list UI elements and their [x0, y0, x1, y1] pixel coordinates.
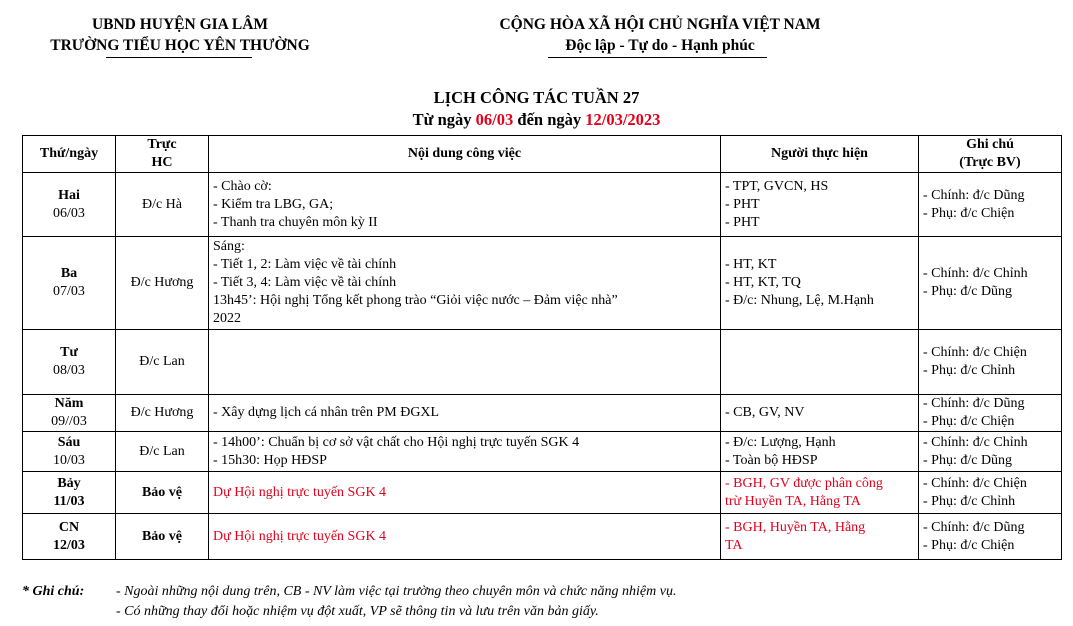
national-header: [460, 14, 860, 56]
duty-cell: Đ/c Lan: [116, 330, 209, 395]
day-cell: [23, 514, 116, 560]
day-cell: [23, 330, 116, 395]
table-row: [23, 395, 1062, 432]
content-cell: [209, 330, 721, 395]
note-cell: [919, 514, 1062, 560]
content-cell: [209, 514, 721, 560]
day-date: 12/03: [53, 537, 85, 553]
note-cell: [919, 432, 1062, 472]
table-row: [23, 432, 1062, 472]
table-row: [23, 237, 1062, 330]
note-cell: [919, 173, 1062, 237]
table-header-row: [23, 136, 1062, 173]
footnote-line: - Ngoài những nội dung trên, CB - NV làm việc tại trường theo chuyên môn và chức năng nhiệm vụ.: [116, 584, 677, 599]
day-name: CN: [58, 519, 80, 535]
content-line: - 15h30: Họp HĐSP: [213, 452, 327, 468]
note-line: - Phụ: đ/c Dũng: [923, 452, 1013, 468]
content-line: - Xây dựng lịch cá nhân trên PM ĐGXL: [213, 405, 440, 420]
day-date: 09//03: [51, 414, 87, 429]
people-line: - TPT, GVCN, HS: [725, 178, 829, 194]
day-cell: [23, 237, 116, 330]
content-line: Dự Hội nghị trực tuyến SGK 4: [213, 484, 387, 500]
day-name: Năm: [54, 396, 84, 411]
note-line: - Chính: đ/c Dũng: [923, 396, 1025, 411]
footnote-label: * Ghi chú:: [22, 584, 85, 599]
note-line: - Phụ: đ/c Chiện: [923, 205, 1015, 221]
content-line: - Chào cờ:: [213, 178, 272, 194]
people-cell: [721, 173, 919, 237]
people-cell: [721, 330, 919, 395]
content-cell: [209, 395, 721, 432]
note-cell: [919, 395, 1062, 432]
national-motto: Độc lập - Tự do - Hạnh phúc: [565, 37, 755, 54]
content-line: - Thanh tra chuyên môn kỳ II: [213, 214, 378, 230]
duty-cell: Đ/c Hương: [116, 395, 209, 432]
note-line: - Chính: đ/c Dũng: [923, 187, 1025, 203]
day-date: 11/03: [53, 493, 85, 509]
org-department: UBND HUYỆN GIA LÂM: [91, 16, 269, 33]
people-line: - PHT: [725, 196, 760, 212]
people-line: - PHT: [725, 214, 760, 230]
people-line: trừ Huyền TA, Hằng TA: [725, 493, 861, 509]
content-line: - 14h00’: Chuẩn bị cơ sở vật chất cho Hội nghị trực tuyến SGK 4: [213, 434, 580, 450]
day-cell: [23, 432, 116, 472]
date-range-middle: đến ngày: [513, 110, 586, 129]
content-line: Sáng:: [213, 239, 245, 254]
note-line: - Phụ: đ/c Chỉnh: [923, 493, 1016, 509]
note-line: - Chính: đ/c Chiện: [923, 345, 1027, 360]
column-header-duty: [116, 136, 209, 173]
date-range: [0, 110, 1073, 130]
people-cell: [721, 432, 919, 472]
content-cell: [209, 432, 721, 472]
note-line: - Chính: đ/c Chỉnh: [923, 434, 1028, 450]
note-line: - Phụ: đ/c Chỉnh: [923, 363, 1016, 378]
people-line: - HT, KT: [725, 257, 777, 272]
content-line: Dự Hội nghị trực tuyến SGK 4: [213, 528, 387, 544]
column-header-duty-line1: Trực: [147, 137, 177, 152]
column-header-note-line1: Ghi chú: [966, 137, 1014, 152]
duty-cell: Đ/c Hà: [116, 173, 209, 237]
column-header-content: Nội dung công việc: [209, 136, 721, 173]
duty-cell: Đ/c Lan: [116, 432, 209, 472]
schedule-table: [22, 135, 1062, 560]
note-line: - Chính: đ/c Chiện: [923, 475, 1027, 491]
content-cell: [209, 237, 721, 330]
note-line: - Phụ: đ/c Chiện: [923, 414, 1015, 429]
content-line: - Tiết 3, 4: Làm việc về tài chính: [213, 275, 397, 290]
note-line: - Phụ: đ/c Dũng: [923, 284, 1013, 299]
people-line: TA: [725, 537, 743, 553]
people-line: - HT, KT, TQ: [725, 275, 801, 290]
content-line: - Tiết 1, 2: Làm việc về tài chính: [213, 257, 397, 272]
day-name: Bảy: [57, 475, 81, 491]
people-line: - CB, GV, NV: [725, 405, 805, 420]
day-date: 06/03: [53, 205, 85, 221]
people-line: - Đ/c: Lượng, Hạnh: [725, 434, 836, 450]
day-name: Hai: [58, 187, 80, 203]
day-name: Ba: [60, 266, 78, 281]
column-header-people: Người thực hiện: [721, 136, 919, 173]
day-cell: [23, 173, 116, 237]
note-cell: [919, 330, 1062, 395]
content-cell: [209, 472, 721, 514]
people-line: - BGH, Huyền TA, Hằng: [725, 519, 866, 535]
org-school: TRƯỜNG TIỂU HỌC YÊN THƯỜNG: [50, 37, 310, 54]
footnote-text: [116, 582, 1016, 622]
note-cell: [919, 472, 1062, 514]
note-line: - Chính: đ/c Chỉnh: [923, 266, 1028, 281]
column-header-note: [919, 136, 1062, 173]
people-line: - Toàn bộ HĐSP: [725, 452, 818, 468]
column-header-duty-line2: HC: [151, 155, 173, 170]
note-line: - Phụ: đ/c Chiện: [923, 537, 1015, 553]
day-date: 10/03: [53, 452, 85, 468]
content-line: - Kiểm tra LBG, GA;: [213, 196, 334, 212]
table-row: [23, 472, 1062, 514]
duty-cell: Bảo vệ: [116, 472, 209, 514]
table-row: [23, 330, 1062, 395]
note-line: - Chính: đ/c Dũng: [923, 519, 1025, 535]
content-line: 13h45’: Hội nghị Tổng kết phong trào “Giỏi việc nước – Đảm việc nhà”: [213, 293, 618, 308]
column-header-day: Thứ/ngày: [23, 136, 116, 173]
people-cell: [721, 514, 919, 560]
divider-line: [548, 57, 767, 58]
people-line: - BGH, GV được phân công: [725, 475, 883, 491]
table-row: [23, 173, 1062, 237]
footnote-line: - Có những thay đổi hoặc nhiệm vụ đột xuất, VP sẽ thông tin và lưu trên văn bản giấy.: [116, 604, 599, 619]
duty-cell: Bảo vệ: [116, 514, 209, 560]
divider-line: [106, 57, 252, 58]
day-name: Sáu: [57, 434, 81, 450]
day-name: Tư: [60, 345, 78, 360]
people-line: - Đ/c: Nhung, Lệ, M.Hạnh: [725, 293, 874, 308]
day-date: 07/03: [53, 284, 85, 299]
note-cell: [919, 237, 1062, 330]
people-cell: [721, 395, 919, 432]
day-cell: [23, 472, 116, 514]
day-date: 08/03: [53, 363, 85, 378]
people-cell: [721, 237, 919, 330]
org-header: [20, 14, 340, 56]
people-cell: [721, 472, 919, 514]
column-header-note-line2: (Trực BV): [959, 155, 1021, 170]
page-title: LỊCH CÔNG TÁC TUẦN 27: [433, 88, 640, 107]
date-range-prefix: Từ ngày: [412, 110, 476, 129]
day-cell: [23, 395, 116, 432]
date-from: 06/03: [475, 110, 514, 129]
table-row: [23, 514, 1062, 560]
content-line: 2022: [213, 311, 241, 326]
duty-cell: Đ/c Hương: [116, 237, 209, 330]
national-title: CỘNG HÒA XÃ HỘI CHỦ NGHĨA VIỆT NAM: [499, 16, 821, 33]
date-to: 12/03/2023: [585, 110, 661, 129]
content-cell: [209, 173, 721, 237]
